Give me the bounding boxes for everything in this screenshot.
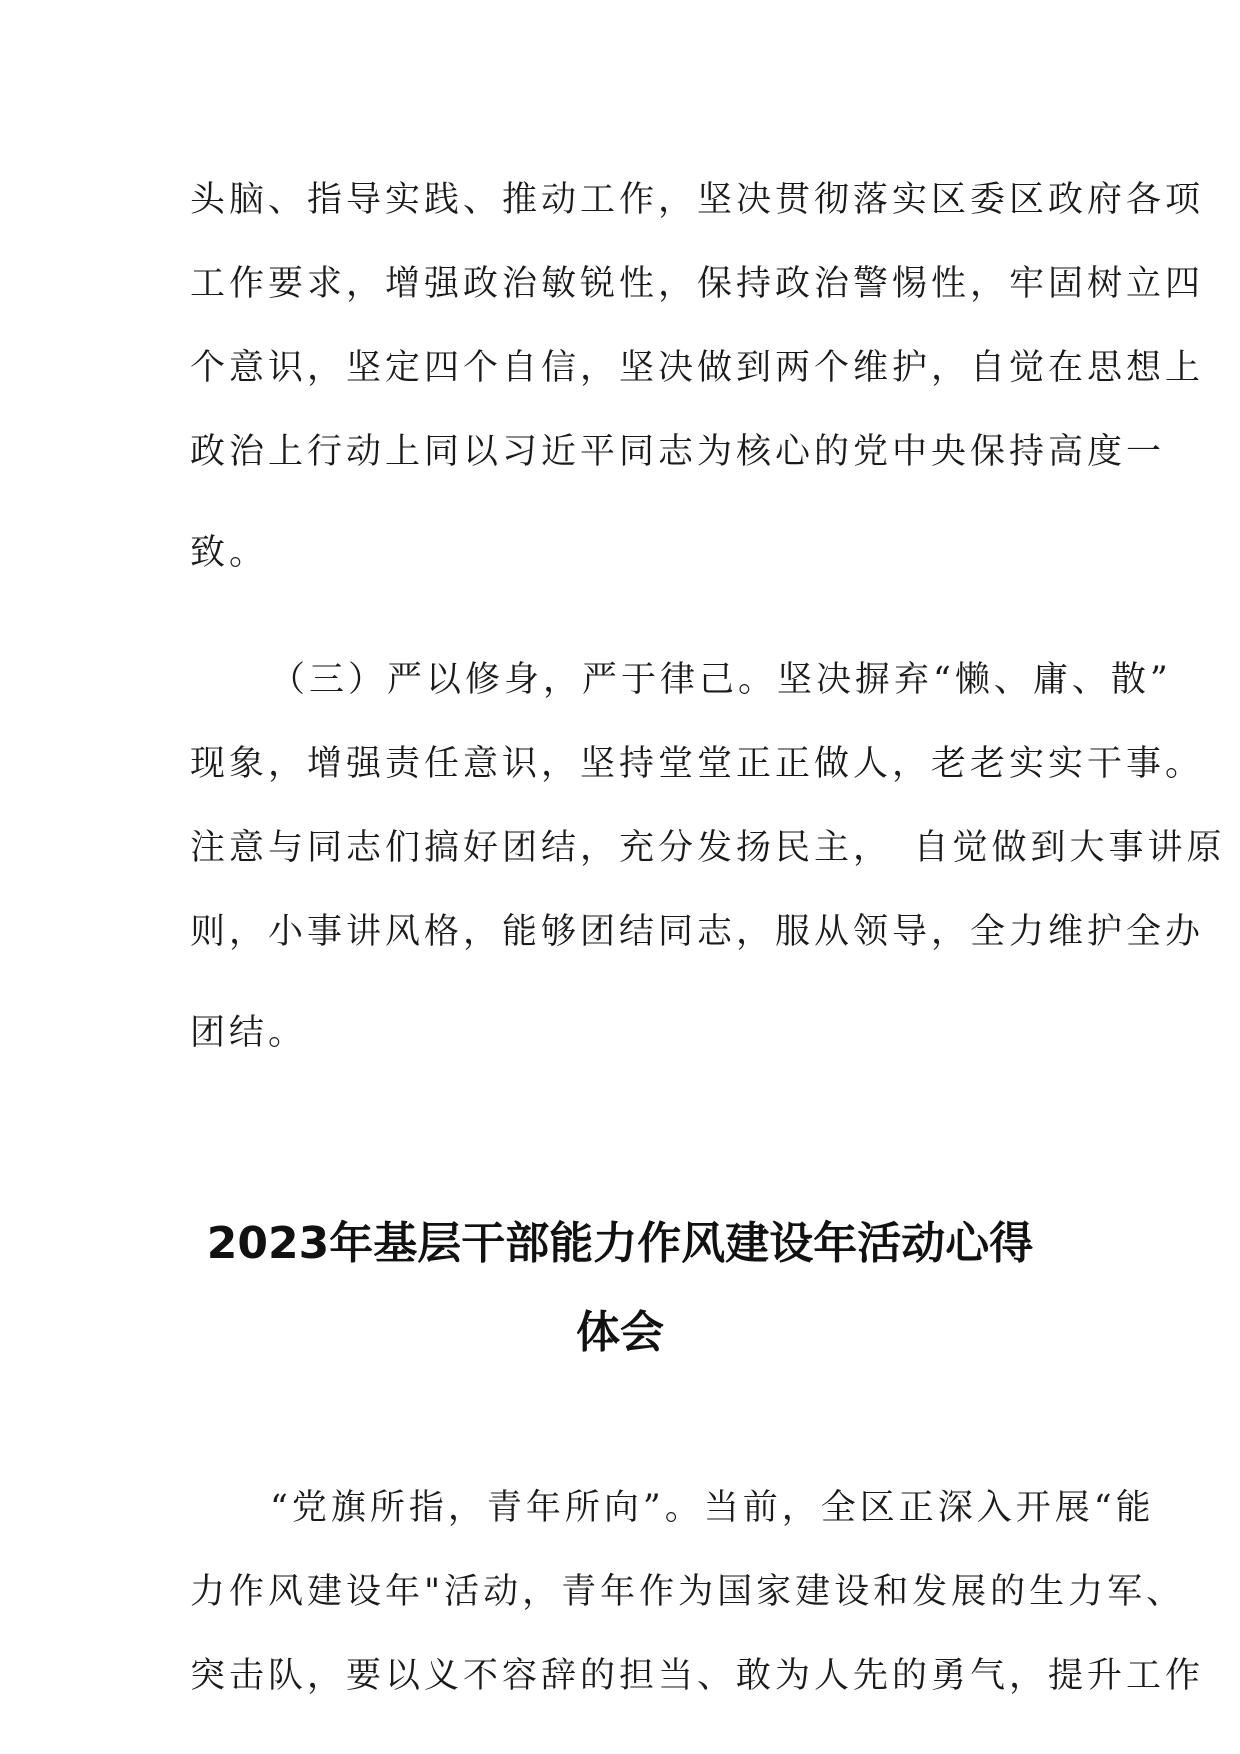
paragraph-line: 则，小事讲风格，能够团结同志，服从领导，全力维护全办 xyxy=(190,912,1205,952)
paragraph-line: 注意与同志们搞好团结，充分发扬民主， 自觉做到大事讲原 xyxy=(190,828,1226,868)
paragraph-line: 致。 xyxy=(190,533,269,573)
paragraph-line: 政治上行动上同以习近平同志为核心的党中央保持高度一 xyxy=(190,432,1166,472)
paragraph-line: 头脑、指导实践、推动工作，坚决贯彻落实区委区政府各项 xyxy=(190,180,1205,220)
paragraph-line: 个意识，坚定四个自信，坚决做到两个维护，自觉在思想上 xyxy=(190,348,1205,388)
paragraph-line: 团结。 xyxy=(190,1013,308,1053)
paragraph-line: 现象，增强责任意识，坚持堂堂正正做人，老老实实干事。 xyxy=(190,744,1205,784)
paragraph-line: 突击队，要以义不容辞的担当、敢为人先的勇气，提升工作 xyxy=(190,1656,1205,1696)
title-line: 体会 xyxy=(576,1307,664,1358)
title-line: 2023年基层干部能力作风建设年活动心得 xyxy=(206,1218,1034,1269)
paragraph-line: 工作要求，增强政治敏锐性，保持政治警惕性，牢固树立四 xyxy=(190,264,1205,304)
paragraph-line: 力作风建设年"活动，青年作为国家建设和发展的生力军、 xyxy=(190,1572,1186,1612)
paragraph-line: “党旗所指，青年所向”。当前，全区正深入开展“能 xyxy=(270,1488,1155,1528)
paragraph-line: （三）严以修身，严于律己。坚决摒弃“懒、庸、散” xyxy=(270,660,1172,700)
